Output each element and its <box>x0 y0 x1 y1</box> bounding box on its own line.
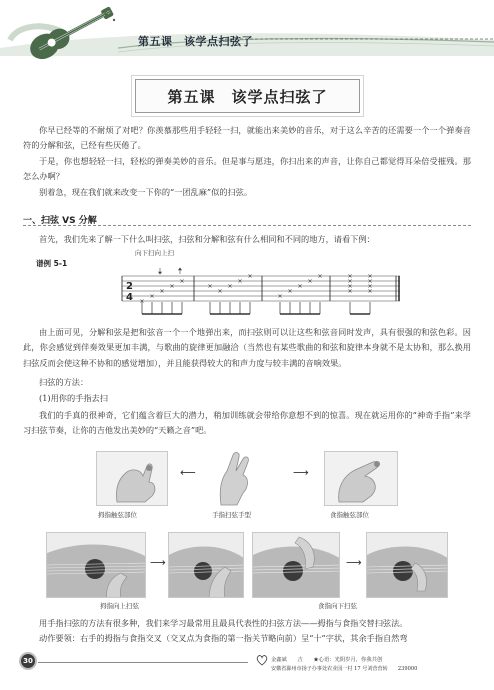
svg-text:×: × <box>367 283 373 290</box>
svg-text:×: × <box>287 288 293 295</box>
photo-thumb-contact <box>96 451 168 506</box>
section-heading: 一、扫弦 VS 分解 <box>23 216 97 226</box>
guitar-strum-illustration <box>253 533 340 598</box>
method-1-label: (1)用你的手指去扫 <box>39 393 108 403</box>
photo-hand-shape <box>205 447 261 507</box>
photo-thumb-up-strum-1 <box>46 532 146 598</box>
intro-paragraph-3: 别着急，现在我们就来改变一下你的“一团乱麻”似的扫弦。 <box>39 187 253 197</box>
guitar-strum-illustration <box>47 533 146 598</box>
footer-line-2: 安徽省滁州市扬子办事处农业园一村 17 号刘营营转 239000 <box>271 666 418 672</box>
lesson-title-box <box>135 79 360 113</box>
svg-text:×: × <box>347 283 353 290</box>
arrow-right-icon: ⟶ <box>293 466 309 479</box>
svg-text:×: × <box>207 283 213 290</box>
guitar-icon <box>6 0 124 62</box>
intro-paragraph-2: 于是，你也想轻轻一扫，轻松的弹奏美妙的音乐。但是事与愿违，你扫出来的声音，让你自己都觉得耳朵倍受摧残。那怎么办啊？ <box>23 156 471 182</box>
svg-text:×: × <box>317 273 323 280</box>
caption-thumb-up-strum: 拇指向上扫弦 <box>100 602 139 610</box>
hand-illustration <box>325 452 398 506</box>
header-banner <box>0 0 494 58</box>
rhythm-notation <box>120 266 402 322</box>
guitar-strum-illustration <box>367 533 448 598</box>
footer-divider <box>38 662 248 663</box>
svg-text:×: × <box>237 278 243 285</box>
caption-thumb-contact: 拇指触弦部位 <box>98 511 137 519</box>
svg-text:×: × <box>247 273 253 280</box>
hand-illustration <box>97 452 168 506</box>
photo-index-down-strum-2 <box>366 532 448 598</box>
svg-text:×: × <box>367 273 373 280</box>
analysis-paragraph: 由上面可见，分解和弦是把和弦音一个一个地弹出来，而扫弦则可以让这些和弦音同时发声，具有很强的和弦色彩。因此，你会感觉到伴奏效果更加丰满，与歌曲的旋律更加融洽（当然也有某些歌曲的和弦和旋律本身就不是太协和，那么换用扫弦反而会使这种不协和的感觉增加），并且能获得较大的和声力度与较丰满的音响效果。 <box>23 327 471 368</box>
svg-text:×: × <box>347 273 353 280</box>
section-intro-paragraph: 首先，我们先来了解一下什么叫扫弦，扫弦和分解和弦有什么相同和不同的地方，请看下例： <box>39 234 375 244</box>
header-chapter-title: 第五课 该学点扫弦了 <box>138 35 253 48</box>
arrow-left-icon: ⟵ <box>180 466 196 479</box>
svg-text:×: × <box>347 288 353 295</box>
photo-thumb-up-strum-2 <box>168 532 244 598</box>
guitar-strum-illustration <box>169 533 244 598</box>
section-divider <box>23 225 471 226</box>
caption-index-down-strum: 食指向下扫弦 <box>318 602 357 610</box>
page-number: 30 <box>19 652 37 670</box>
closing-paragraph-1: 用手指扫弦的方法有很多种，我们来学习最常用且最具代表性的扫弦方法——拇指与食指交替扫弦法。 <box>39 618 408 628</box>
svg-text:×: × <box>149 293 155 300</box>
svg-text:×: × <box>159 288 165 295</box>
svg-text:×: × <box>367 288 373 295</box>
closing-paragraph-2: 动作要领：右手的拇指与食指交叉（交叉点为食指的第一指关节略向前）呈“十”字状，其余手指自然弯 <box>39 633 408 643</box>
svg-text:×: × <box>307 278 313 285</box>
methods-label: 扫弦的方法： <box>39 377 89 387</box>
caption-index-contact: 食指触弦部位 <box>330 511 369 519</box>
time-signature-bottom: 4 <box>126 292 133 303</box>
svg-text:×: × <box>277 293 283 300</box>
caption-hand-shape: 手指扫弦手型 <box>212 511 251 519</box>
svg-text:×: × <box>367 278 373 285</box>
arrow-right-icon: ⟶ <box>346 556 362 569</box>
heart-icon <box>256 654 268 666</box>
svg-text:×: × <box>179 278 185 285</box>
photo-index-down-strum-1 <box>252 532 340 598</box>
example-label: 谱例 5-1 <box>36 259 68 268</box>
svg-text:×: × <box>297 283 303 290</box>
lesson-title: 第五课 该学点扫弦了 <box>167 88 328 106</box>
svg-text:×: × <box>139 298 145 305</box>
photo-index-contact <box>324 451 398 506</box>
svg-text:×: × <box>169 283 175 290</box>
notation-caption: 向下扫向上扫 <box>135 249 174 257</box>
arrow-right-icon: ⟶ <box>150 556 166 569</box>
svg-text:×: × <box>227 283 233 290</box>
hand-illustration <box>205 447 261 507</box>
intro-paragraph-1: 你早已经等的不耐烦了对吧？你羡慕那些用手轻轻一扫，就能出来美妙的音乐，对于这么辛苦的还需要一个一个弹奏音符的分解和弦，已经有些厌倦了。 <box>23 125 471 151</box>
method-1-paragraph: 我们的手真的很神奇，它们蕴含着巨大的潜力，稍加训练就会带给你意想不到的惊喜。现在就运用你的“神奇手指”来学习扫弦节奏，让你的吉他发出美妙的“天籁之音”吧。 <box>23 410 471 436</box>
time-signature-top: 2 <box>126 281 133 292</box>
svg-text:×: × <box>217 288 223 295</box>
footer-line-1: 金鑫斌 吉 ★心语：光阴岁月，你我共创 <box>271 657 383 663</box>
svg-text:×: × <box>347 278 353 285</box>
